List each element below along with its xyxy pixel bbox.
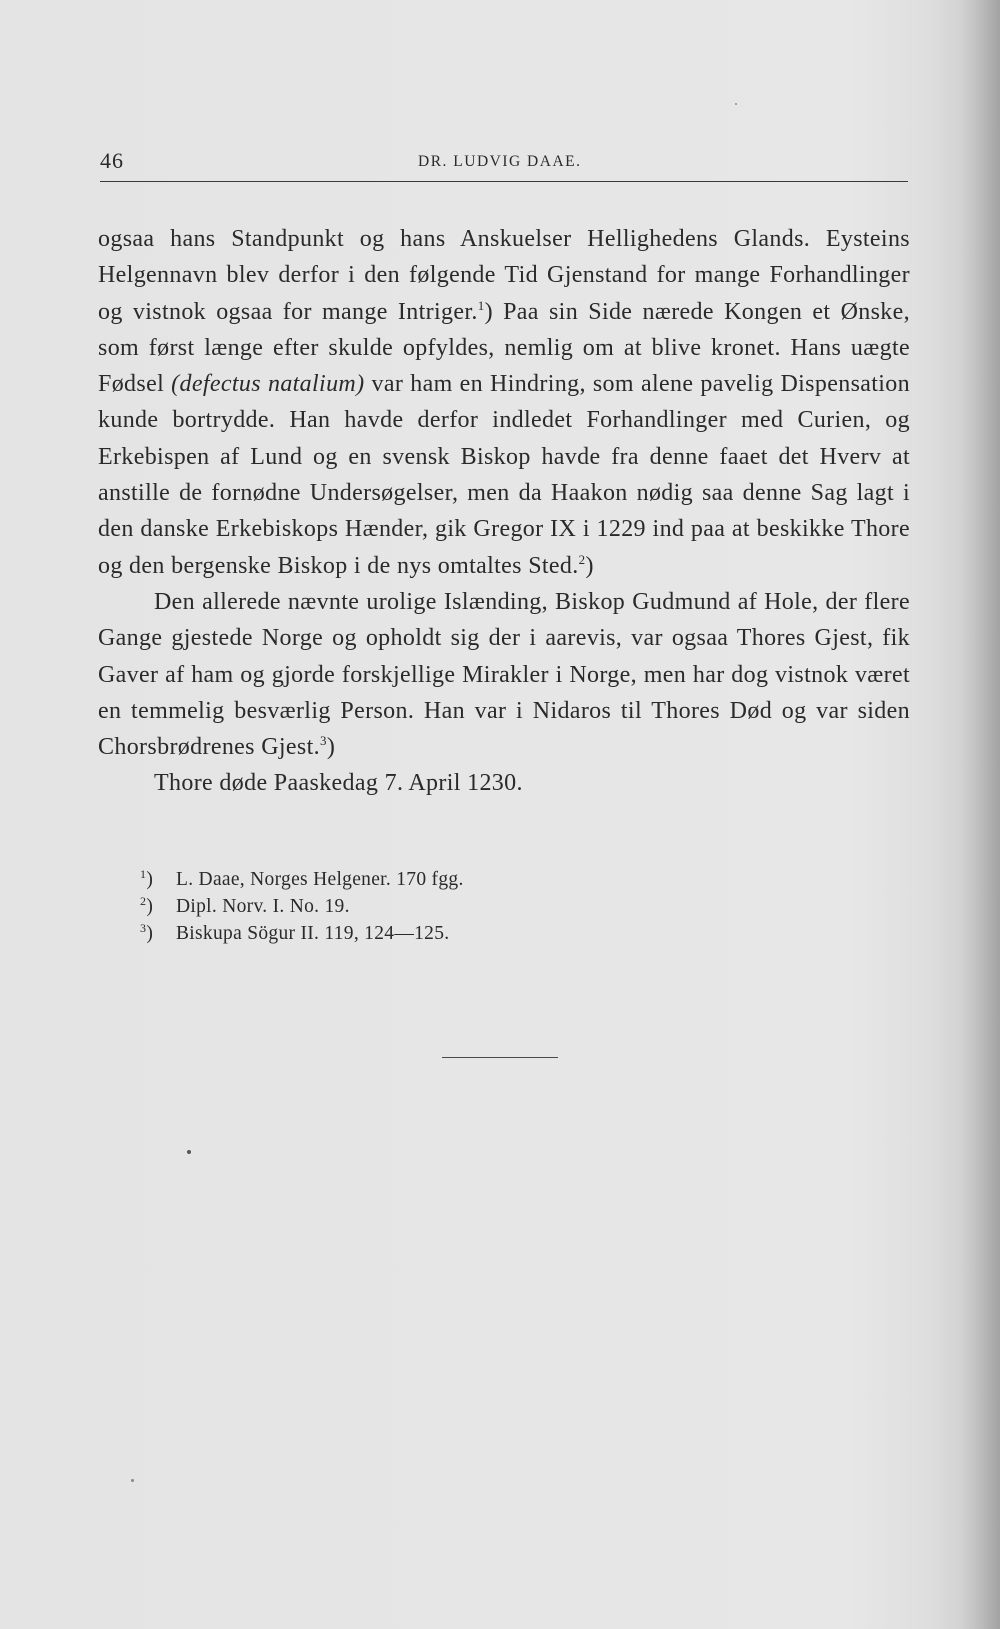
- footnote-1: [140, 866, 740, 893]
- paragraph-3-text: Thore døde Paaskedag 7. April 1230.: [154, 770, 523, 797]
- paragraph-1-text-d: ): [585, 552, 594, 579]
- footnote-2-paren: ): [146, 896, 154, 917]
- paper-speck: [735, 103, 737, 105]
- header-rule: [100, 181, 908, 182]
- body-text: [98, 221, 910, 802]
- footnote-3-paren: ): [146, 923, 154, 944]
- footnote-2: [140, 893, 740, 920]
- page-spine-shadow: [960, 0, 1000, 1629]
- paragraph-2-text-a: Den allerede nævnte urolige Islænding, Biskop Gudmund af Hole, der flere Gange gjestede Norge og opholdt sig der i aarevis, var ogsaa Thores Gjest, fik Gaver af ham og gjorde forskjellige Mirakler i Norge, men har dog vistnok været en temmelig besværlig Person. Han var i Nidaros til Thores Død og var siden Chorsbrødrenes Gjest.: [98, 588, 910, 761]
- paragraph-2: [98, 584, 910, 765]
- paragraph-1-text-a: ogsaa hans Standpunkt og hans Anskuelser Hellighedens Glands. Eysteins Helgennavn blev derfor i den følgende Tid Gjenstand for mange Forhandlinger og vistnok ogsaa for mange Intriger.: [98, 226, 910, 325]
- footnote-1-mark: [140, 866, 176, 893]
- paragraph-1-text-c: var ham en Hindring, som alene pavelig Dispensation kunde bortrydde. Han havde derfor indledet Forhandlinger med Curien, og Erkebispen af Lund og en svensk Biskop havde fra denne faaet det Hverv at anstille de fornødne Undersøgelser, men da Haakon nødig saa denne Sag lagt i den danske Erkebiskops Hænder, gik Gregor IX i 1229 ind paa at beskikke Thore og den bergenske Biskop i de nys omtaltes Sted.: [98, 371, 910, 579]
- footnotes: [140, 866, 740, 947]
- footnote-ref-2: 2: [578, 551, 586, 567]
- paper-speck: [187, 1150, 191, 1154]
- paper-speck: [131, 1479, 134, 1482]
- latin-phrase: (defectus natalium): [171, 371, 365, 398]
- page-header: [100, 140, 910, 184]
- footnote-3: [140, 920, 740, 947]
- footnote-3-text: Biskupa Sögur II. 119, 124—125.: [176, 923, 450, 944]
- paragraph-3: [98, 765, 910, 801]
- footnote-ref-1: 1: [477, 297, 485, 313]
- footnote-3-number: 3: [140, 921, 147, 935]
- footnote-1-number: 1: [140, 867, 147, 881]
- footnote-ref-3: 3: [319, 733, 327, 749]
- footnote-2-text: Dipl. Norv. I. No. 19.: [176, 896, 350, 917]
- page-number: 46: [100, 148, 124, 173]
- footnote-2-mark: [140, 893, 176, 920]
- running-head: DR. LUDVIG DAAE.: [418, 153, 582, 170]
- paragraph-2-text-b: ): [326, 734, 336, 761]
- paragraph-1-text-b: ) Paa sin Side nærede Kongen et Ønske, som først længe efter skulde opfyldes, nemlig om at blive kronet. Hans uægte Fødsel: [98, 298, 910, 398]
- paragraph-1: [98, 221, 910, 584]
- footnote-1-paren: ): [146, 869, 154, 890]
- footnote-3-mark: [140, 920, 176, 947]
- end-rule: [442, 1057, 558, 1058]
- footnote-2-number: 2: [140, 894, 147, 908]
- footnote-1-text: L. Daae, Norges Helgener. 170 fgg.: [176, 869, 464, 890]
